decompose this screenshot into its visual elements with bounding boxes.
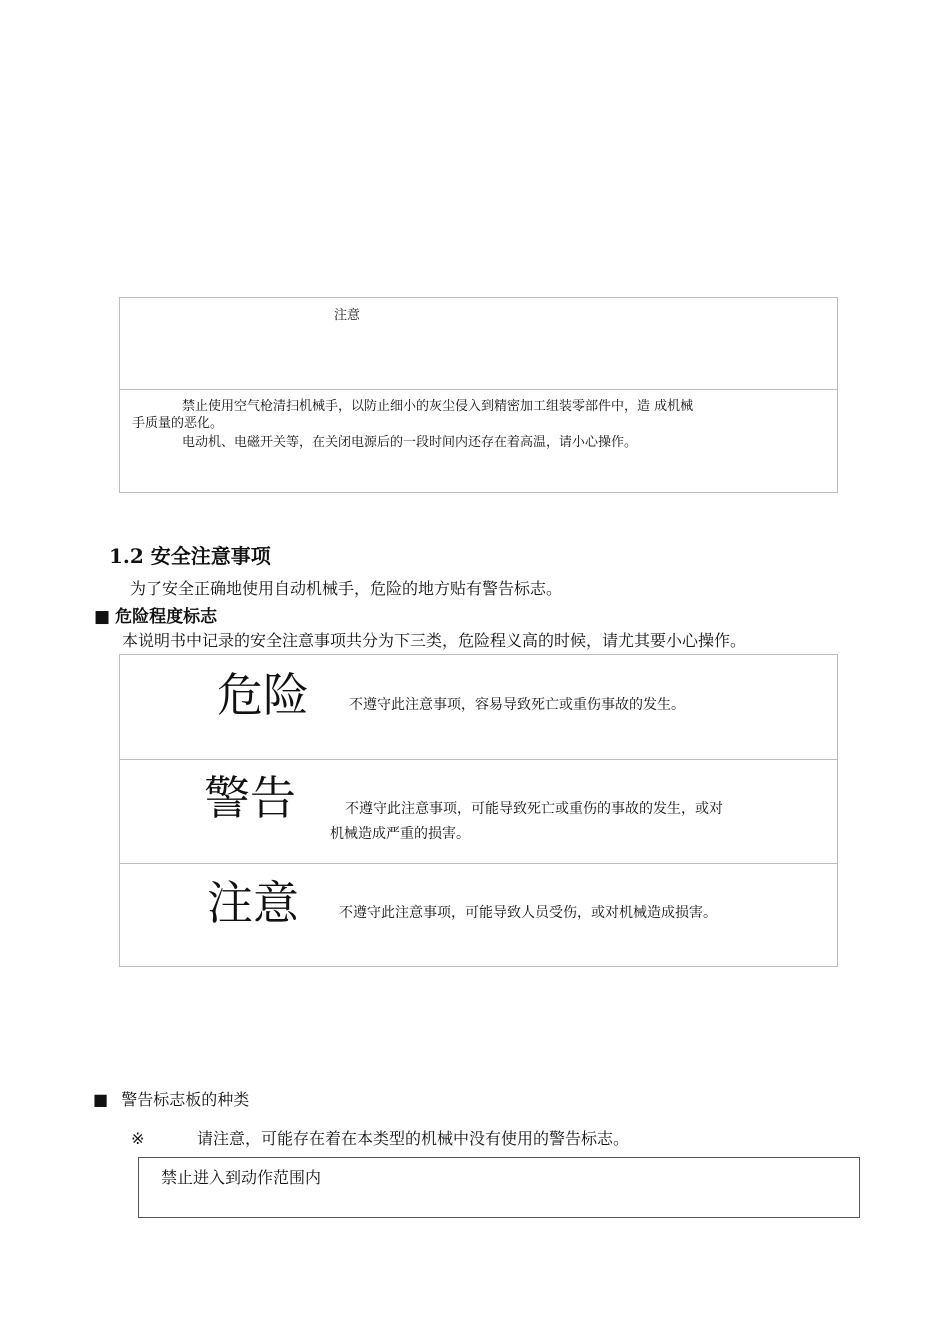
bullet-square: ■: [94, 607, 111, 627]
sign-box-text: 禁止进入到动作范围内: [161, 1168, 322, 1187]
signs-note: 请注意，可能存在着在本类型的机械中没有使用的警告标志。: [197, 1129, 630, 1148]
level-text-warning: 不遵守此注意事项，可能导致死亡或重伤的事故的发生，或对: [345, 801, 723, 817]
section-intro: 为了安全正确地使用自动机械手，危险的地方贴有警告标志。: [130, 579, 563, 598]
section-description: 本说明书中记录的安全注意事项共分为下三类，危险程义高的时候，请尤其要小心操作。: [122, 631, 747, 650]
level-label-warning: 警告: [204, 771, 296, 825]
section-heading: 1.2 安全注意事项: [109, 544, 271, 568]
level-label-caution: 注意: [207, 876, 299, 930]
signs-note-mark: ※: [131, 1129, 145, 1148]
subheading-text: 危险程度标志: [115, 607, 218, 627]
notice-title: 注意: [334, 308, 361, 323]
sign-box: [138, 1157, 860, 1218]
notice-line-3: 电动机、电磁开关等，在关闭电源后的一段时间内还存在着高温，请小心操作。: [182, 435, 638, 450]
row-divider: [120, 863, 837, 864]
row-divider: [120, 759, 837, 760]
signs-title: 警告标志板的种类: [121, 1090, 250, 1109]
notice-divider: [120, 389, 837, 390]
level-label-danger: 危险: [217, 668, 309, 722]
danger-level-subheading: [94, 602, 217, 627]
levels-table: [119, 654, 838, 967]
notice-box: [119, 297, 838, 493]
level-text-warning-line-2: 机械造成严重的损害。: [330, 826, 470, 842]
bullet-square: ■: [93, 1090, 109, 1109]
signs-title-row: [93, 1090, 249, 1110]
level-text-danger: 不遵守此注意事项，容易导致死亡或重伤事故的发生。: [349, 697, 685, 713]
notice-line-2: 手质量的恶化。: [132, 416, 224, 431]
notice-line-1: 禁止使用空气枪清扫机械手，以防止细小的灰尘侵入到精密加工组装零部件中，造 成机械: [182, 399, 694, 414]
level-text-caution: 不遵守此注意事项，可能导致人员受伤，或对机械造成损害。: [339, 905, 717, 921]
